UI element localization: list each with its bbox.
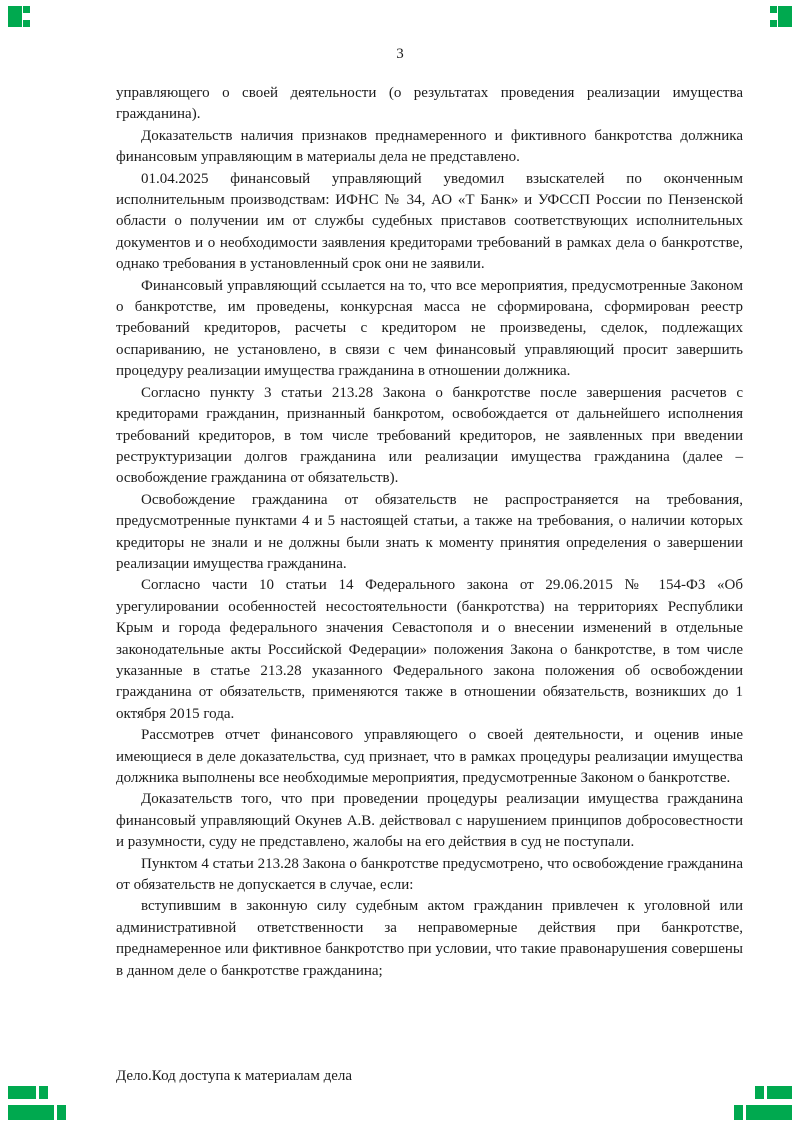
body-paragraph: Освобождение гражданина от обязательств не распространяется на требования, предусмотренные пунктами 4 и 5 настоящей статьи, а также на требования, о наличии которых кредиторы не знали и не должны были знать к моменту принятия определения о завершении реализации имущества гражданина. bbox=[116, 491, 743, 572]
document-body bbox=[116, 83, 743, 982]
page-number: 3 bbox=[396, 46, 404, 62]
body-paragraph: управляющего о своей деятельности (о результатах проведения реализации имущества гражданина). bbox=[116, 85, 743, 123]
body-paragraph: Финансовый управляющий ссылается на то, что все мероприятия, предусмотренные Законом о банкротстве, им проведены, конкурсная масса не сформирована, сформирован реестр требований кредиторов, расчеты с кредитором не произведены, сделок, подлежащих оспариванию, не установлено, в связи с чем финансовый управляющий просит завершить процедуру реализации имущества гражданина в отношении должника. bbox=[116, 277, 743, 380]
body-paragraph: Доказательств наличия признаков преднамеренного и фиктивного банкротства должника финансовым управляющим в материалы дела не представлено. bbox=[116, 127, 743, 166]
body-paragraph: Доказательств того, что при проведении процедуры реализации имущества гражданина финансовый управляющий Окунев А.В. действовал с нарушением принципов добросовестности и разумности, суду не представлено, жалобы на его действия в суд не поступали. bbox=[116, 791, 743, 851]
body-paragraph: 01.04.2025 финансовый управляющий уведомил взыскателей по оконченным исполнительным производствам: ИФНС № 34, АО «Т Банк» и УФССП России по Пензенской области о получении им от службы судебных приставов соответствующих исполнительных документов и о необходимости заявления кредиторами требований в рамках дела о банкротстве, однако требования в установленный срок они не заявили. bbox=[116, 170, 743, 273]
body-paragraph: вступившим в законную силу судебным актом гражданин привлечен к уголовной или административной ответственности за неправомерные действия при банкротстве, преднамеренное или фиктивное банкротство при условии, что такие правонарушения совершены в данном деле о банкротстве гражданина; bbox=[116, 898, 743, 979]
stamp-fragment-top-left-icon bbox=[8, 6, 30, 27]
case-access-code-note: Дело.Код доступа к материалам дела bbox=[116, 1068, 353, 1084]
body-paragraph: Согласно части 10 статьи 14 Федерального закона от 29.06.2015 № 154-ФЗ «Об урегулировании особенностей несостоятельности (банкротства) на территориях Республики Крым и города федерального значения Севастополя и о внесении изменений в отдельные законодательные акты Российской Федерации» положения Закона о банкротстве, в том числе указанные в статье 213.28 указанного Федерального закона положения об освобождении гражданина от обязательств, применяются также в отношении обязательств, возникших до 1 октября 2015 года. bbox=[116, 577, 743, 722]
stamp-fragment-top-right-icon bbox=[770, 6, 792, 27]
body-paragraph: Рассмотрев отчет финансового управляющего о своей деятельности, и оценив иные имеющиеся в деле доказательства, суд признает, что в рамках процедуры реализации имущества должника выполнены все необходимые мероприятия, предусмотренные Законом о банкротстве. bbox=[116, 727, 743, 786]
body-paragraph: Согласно пункту 3 статьи 213.28 Закона о банкротстве после завершения расчетов с кредиторами гражданин, признанный банкротом, освобождается от дальнейшего исполнения требований кредиторов, в том числе требований кредиторов, не заявленных при введении реструктуризации долгов гражданина или реализации имущества гражданина (далее – освобождение гражданина от обязательств). bbox=[116, 384, 743, 487]
stamp-fragment-bottom-left-icon bbox=[8, 1086, 66, 1122]
body-paragraph: Пунктом 4 статьи 213.28 Закона о банкротстве предусмотрено, что освобождение гражданина от обязательств не допускается в случае, если: bbox=[116, 855, 743, 894]
stamp-fragment-bottom-right-icon bbox=[734, 1086, 792, 1122]
